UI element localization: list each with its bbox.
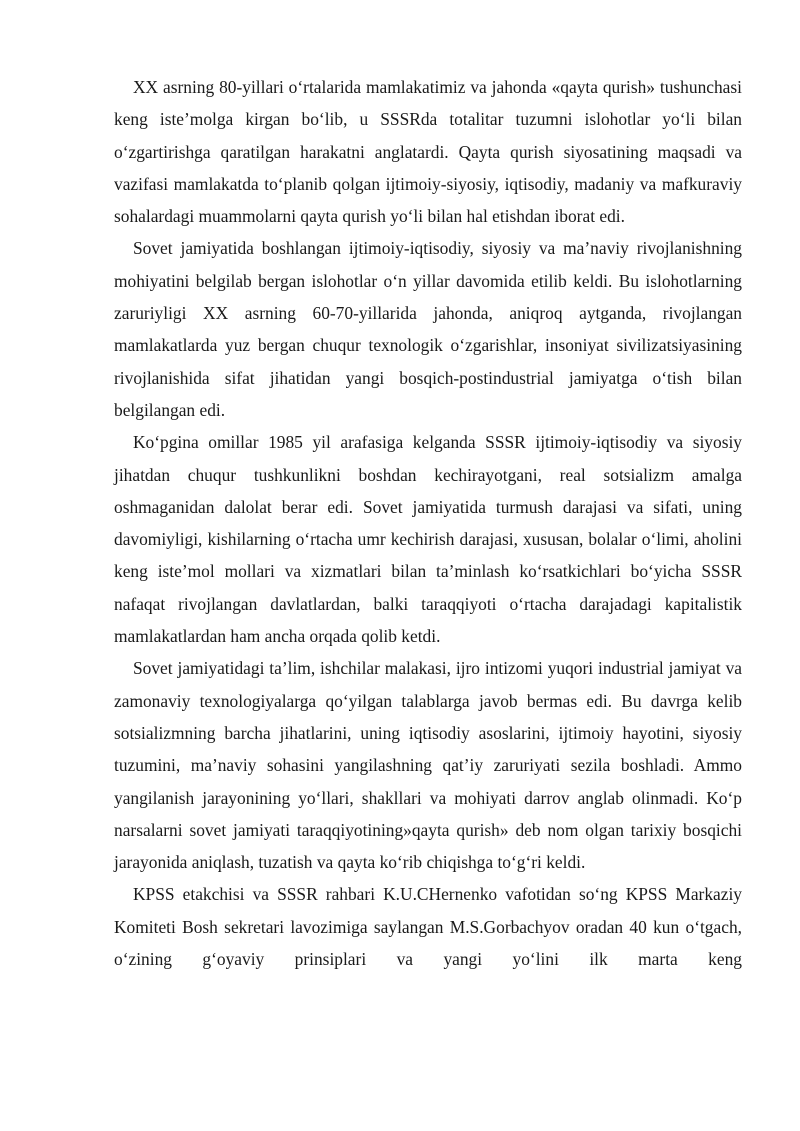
paragraph: XX asrning 80-yillari o‘rtalarida mamlakatimiz va jahonda «qayta qurish» tushunchasi keng iste’molga kirgan bo‘lib, u SSSRda totalitar tuzumni islohotlar yo‘li bilan o‘zgartirishga qaratilgan harakatni anglatardi. Qayta qurish siyosatining maqsadi va vazifasi mamlakatda to‘planib qolgan ijtimoiy-siyosiy, iqtisodiy, madaniy va mafkuraviy sohalardagi muammolarni qayta qurish yo‘li bilan hal etishdan iborat edi. [114,77,742,227]
paragraph: Ko‘pgina omillar 1985 yil arafasiga kelganda SSSR ijtimoiy-iqtisodiy va siyosiy jihatdan chuqur tushkunlikni boshdan kechirayotgani, real sotsializm amalga oshmaganidan dalolat berar edi. Sovet jamiyatida turmush darajasi va sifati, uning davomiyligi, kishilarning o‘rtacha umr kechirish darajasi, xususan, bolalar o‘limi, aholini keng iste’mol mollari va xizmatlari bilan ta’minlash ko‘rsatkichlari bo‘yicha SSSR nafaqat rivojlangan davlatlardan, balki taraqqiyoti o‘rtacha darajadagi kapitalistik mamlakatlardan ham ancha orqada qolib ketdi. [114,432,742,647]
paragraph: KPSS etakchisi va SSSR rahbari K.U.CHernenko vafotidan so‘ng KPSS Markaziy Komiteti Bosh sekretari lavozimiga saylangan M.S.Gorbachyov oradan 40 kun o‘tgach, o‘zining g‘oyaviy prinsiplari va yangi yo‘lini ilk marta keng [114,884,742,970]
paragraph: Sovet jamiyatidagi ta’lim, ishchilar malakasi, ijro intizomi yuqori industrial jamiyat va zamonaviy texnologiyalarga qo‘yilgan talablarga javob bermas edi. Bu davrga kelib sotsializmning barcha jihatlarini, uning iqtisodiy asoslarini, ijtimoiy hayotini, siyosiy tuzumini, ma’naviy sohasini yangilashning qat’iy zaruriyati sezila boshladi. Ammo yangilanish jarayonining yo‘llari, shakllari va mohiyati darrov anglab olinmadi. Ko‘p narsalarni sovet jamiyati taraqqiyotining»qayta qurish» deb nom olgan tarixiy bosqichi jarayonida aniqlash, tuzatish va qayta ko‘rib chiqishga to‘g‘ri keldi. [114,658,742,873]
document-body [114,71,742,975]
paragraph: Sovet jamiyatida boshlangan ijtimoiy-iqtisodiy, siyosiy va ma’naviy rivojlanishning mohiyatini belgilab bergan islohotlar o‘n yillar davomida etilib keldi. Bu islohotlarning zaruriyligi XX asrning 60-70-yillarida jahonda, aniqroq aytganda, rivojlangan mamlakatlarda yuz bergan chuqur texnologik o‘zgarishlar, insoniyat sivilizatsiyasining rivojlanishida sifat jihatidan yangi bosqich-postindustrial jamiyatga o‘tish bilan belgilangan edi. [114,238,742,420]
